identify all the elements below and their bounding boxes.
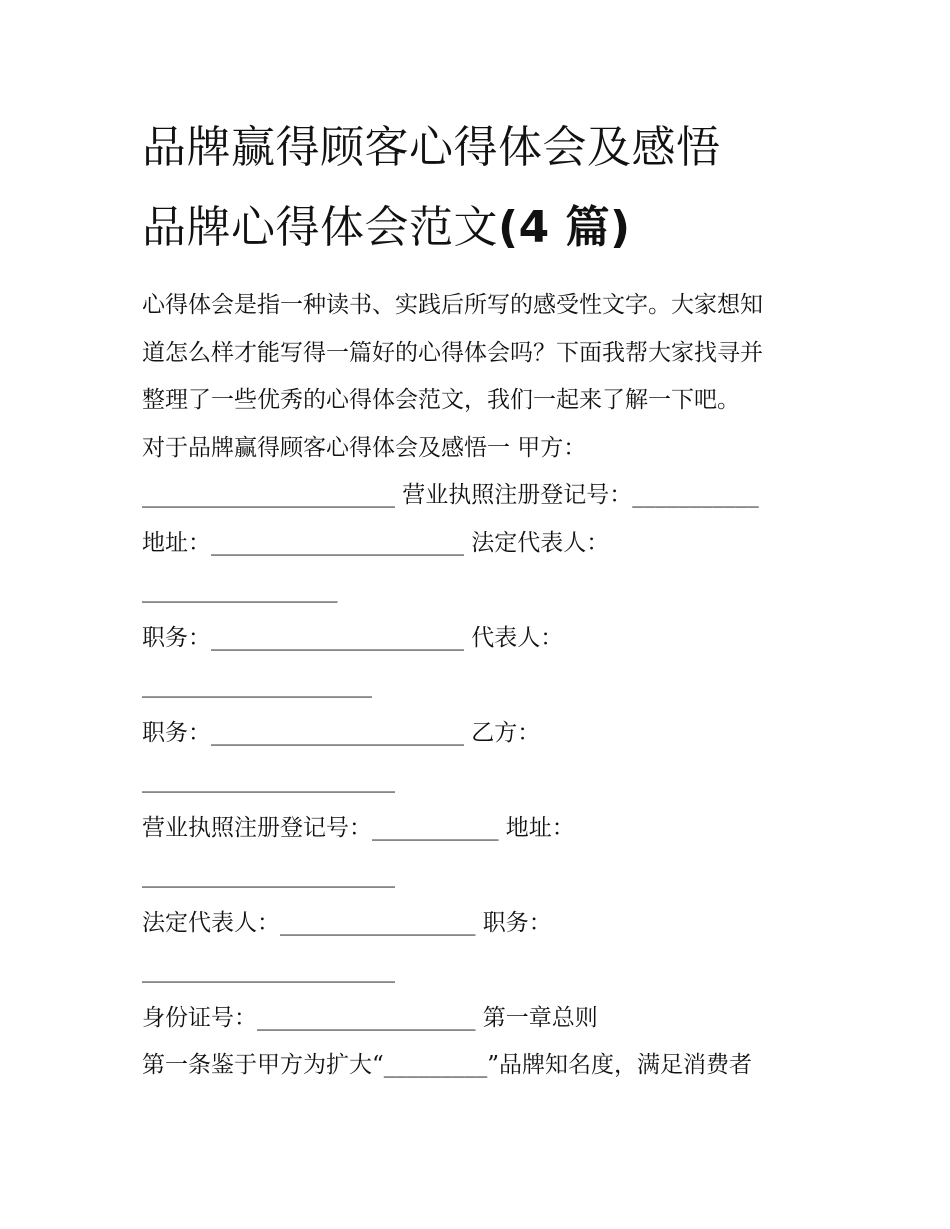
body-line-14: 法定代表人：_________________ 职务： [142, 909, 552, 936]
title-line-1: 品牌赢得顾客心得体会及感悟 [142, 122, 721, 173]
document-body [142, 282, 822, 1090]
body-line-10: 职务：______________________ 乙方： [142, 719, 541, 746]
body-line-4: 对于品牌赢得顾客心得体会及感悟一 甲方： [142, 434, 587, 461]
title-line-2-count: (4 篇) [498, 202, 631, 253]
body-line-11: ______________________ [142, 767, 395, 793]
body-line-3: 整理了一些优秀的心得体会范文，我们一起来了解一下吧。 [142, 387, 740, 413]
body-line-1: 心得体会是指一种读书、实践后所写的感受性文字。大家想知 [142, 292, 763, 318]
body-line-5: ______________________ 营业执照注册登记号：___________ [142, 482, 759, 508]
document-page [142, 108, 822, 1090]
body-line-13: ______________________ [142, 862, 395, 888]
body-line-9: ____________________ [142, 672, 372, 698]
title-line-2-text: 品牌心得体会范文 [142, 202, 498, 253]
body-line-8: 职务：______________________ 代表人： [142, 624, 564, 651]
title-line-2 [142, 188, 822, 268]
body-line-12: 营业执照注册登记号：___________ 地址： [142, 814, 575, 841]
body-line-7: _________________ [142, 577, 338, 603]
body-line-17: 第一条鉴于甲方为扩大“_________”品牌知名度，满足消费者 [142, 1052, 753, 1078]
body-line-16: 身份证号：___________________ 第一章总则 [142, 1004, 598, 1031]
document-title [142, 108, 822, 268]
body-line-2: 道怎么样才能写得一篇好的心得体会吗？下面我帮大家找寻并 [142, 339, 763, 366]
body-line-6: 地址：______________________ 法定代表人： [142, 529, 610, 556]
body-line-15: ______________________ [142, 957, 395, 983]
